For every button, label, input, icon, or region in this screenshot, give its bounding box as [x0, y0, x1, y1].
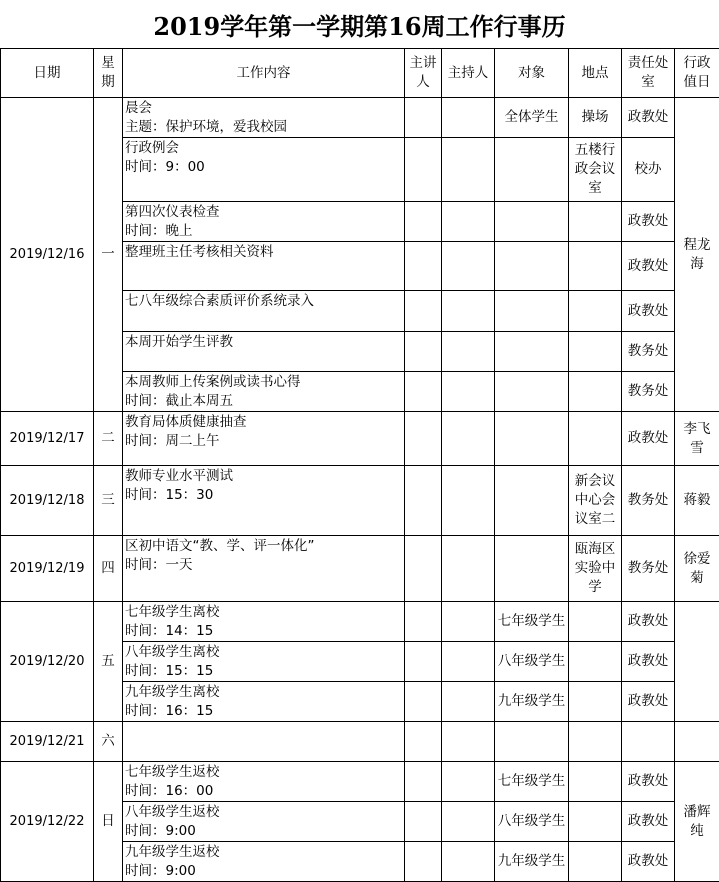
- speaker-cell: [405, 722, 442, 762]
- task-title: 教育局体质健康抽查: [125, 413, 402, 432]
- host-cell: [442, 842, 495, 882]
- task-detail: 时间：16：15: [125, 702, 402, 721]
- speaker-cell: [405, 602, 442, 642]
- table-row: [1, 412, 719, 466]
- date-cell: 2019/12/20: [1, 602, 94, 722]
- header-location: 地点: [569, 49, 622, 98]
- weekday-cell: 一: [94, 98, 123, 412]
- speaker-cell: [405, 372, 442, 412]
- host-cell: [442, 138, 495, 202]
- task-title: 九年级学生离校: [125, 683, 402, 702]
- date-cell: 2019/12/22: [1, 762, 94, 882]
- office-cell: [622, 722, 675, 762]
- office-cell: 政教处: [622, 412, 675, 466]
- header-weekday: 星期: [94, 49, 123, 98]
- speaker-cell: [405, 682, 442, 722]
- host-cell: [442, 372, 495, 412]
- host-cell: [442, 642, 495, 682]
- speaker-cell: [405, 466, 442, 536]
- content-cell: [123, 602, 405, 642]
- location-cell: 瓯海区实验中学: [569, 536, 622, 602]
- speaker-cell: [405, 202, 442, 242]
- location-cell: 新会议中心会议室二: [569, 466, 622, 536]
- header-target: 对象: [495, 49, 569, 98]
- duty-cell: [675, 602, 719, 722]
- weekday-cell: 四: [94, 536, 123, 602]
- office-cell: 政教处: [622, 682, 675, 722]
- location-cell: [569, 762, 622, 802]
- host-cell: [442, 412, 495, 466]
- header-content: 工作内容: [123, 49, 405, 98]
- content-cell: [123, 722, 405, 762]
- location-cell: [569, 291, 622, 332]
- host-cell: [442, 802, 495, 842]
- header-date: 日期: [1, 49, 94, 98]
- schedule-body: [1, 98, 719, 882]
- task-title: 第四次仪表检查: [125, 203, 402, 222]
- location-cell: [569, 202, 622, 242]
- page-title: 2019学年第一学期第16周工作行事历: [0, 0, 719, 48]
- speaker-cell: [405, 242, 442, 291]
- office-cell: 教务处: [622, 372, 675, 412]
- task-detail: 时间：14：15: [125, 622, 402, 641]
- location-cell: [569, 372, 622, 412]
- task-title: 八年级学生离校: [125, 643, 402, 662]
- target-cell: [495, 291, 569, 332]
- office-cell: 政教处: [622, 762, 675, 802]
- target-cell: 全体学生: [495, 98, 569, 138]
- host-cell: [442, 762, 495, 802]
- speaker-cell: [405, 138, 442, 202]
- location-cell: [569, 642, 622, 682]
- header-office: 责任处室: [622, 49, 675, 98]
- speaker-cell: [405, 332, 442, 372]
- speaker-cell: [405, 412, 442, 466]
- task-detail: 时间：15：15: [125, 662, 402, 681]
- content-cell: [123, 762, 405, 802]
- table-row: [1, 762, 719, 802]
- location-cell: 操场: [569, 98, 622, 138]
- task-title: 本周开始学生评教: [125, 333, 402, 352]
- duty-cell: 程龙海: [675, 98, 719, 412]
- content-cell: [123, 682, 405, 722]
- weekday-cell: 日: [94, 762, 123, 882]
- task-title: 晨会: [125, 99, 402, 118]
- task-title: 七八年级综合素质评价系统录入: [125, 292, 402, 311]
- host-cell: [442, 242, 495, 291]
- table-row: [1, 98, 719, 138]
- task-detail: 时间：晚上: [125, 222, 402, 241]
- task-detail: 时间：9:00: [125, 822, 402, 841]
- speaker-cell: [405, 802, 442, 842]
- target-cell: [495, 372, 569, 412]
- location-cell: 五楼行政会议室: [569, 138, 622, 202]
- duty-cell: 蒋毅: [675, 466, 719, 536]
- task-detail: 主题：保护环境，爱我校园: [125, 118, 402, 137]
- duty-cell: 潘辉纯: [675, 762, 719, 882]
- speaker-cell: [405, 291, 442, 332]
- target-cell: 七年级学生: [495, 762, 569, 802]
- task-title: 九年级学生返校: [125, 843, 402, 862]
- task-detail: 时间：16：00: [125, 782, 402, 801]
- header-speaker: 主讲人: [405, 49, 442, 98]
- office-cell: 政教处: [622, 242, 675, 291]
- target-cell: [495, 722, 569, 762]
- location-cell: [569, 722, 622, 762]
- task-detail: 时间：一天: [125, 556, 402, 575]
- speaker-cell: [405, 842, 442, 882]
- speaker-cell: [405, 536, 442, 602]
- office-cell: 政教处: [622, 202, 675, 242]
- target-cell: [495, 332, 569, 372]
- header-duty: 行政值日: [675, 49, 719, 98]
- schedule-table: [0, 48, 719, 882]
- office-cell: 校办: [622, 138, 675, 202]
- duty-cell: [675, 722, 719, 762]
- task-title: 八年级学生返校: [125, 803, 402, 822]
- target-cell: 九年级学生: [495, 682, 569, 722]
- table-row: [1, 536, 719, 602]
- target-cell: [495, 242, 569, 291]
- date-cell: 2019/12/19: [1, 536, 94, 602]
- content-cell: [123, 536, 405, 602]
- location-cell: [569, 412, 622, 466]
- weekday-cell: 三: [94, 466, 123, 536]
- content-cell: [123, 802, 405, 842]
- task-detail: 时间：15：30: [125, 486, 402, 505]
- office-cell: 教务处: [622, 332, 675, 372]
- content-cell: [123, 291, 405, 332]
- content-cell: [123, 332, 405, 372]
- host-cell: [442, 536, 495, 602]
- header-host: 主持人: [442, 49, 495, 98]
- office-cell: 政教处: [622, 98, 675, 138]
- task-detail: 时间：9：00: [125, 158, 402, 177]
- table-row: [1, 466, 719, 536]
- table-row: [1, 602, 719, 642]
- content-cell: [123, 202, 405, 242]
- office-cell: 政教处: [622, 291, 675, 332]
- task-detail: 时间：周二上午: [125, 432, 402, 451]
- weekday-cell: 五: [94, 602, 123, 722]
- task-title: 本周教师上传案例或读书心得: [125, 373, 402, 392]
- table-row: [1, 722, 719, 762]
- content-cell: [123, 98, 405, 138]
- target-cell: 九年级学生: [495, 842, 569, 882]
- date-cell: 2019/12/18: [1, 466, 94, 536]
- content-cell: [123, 466, 405, 536]
- task-title: 整理班主任考核相关资料: [125, 243, 402, 262]
- location-cell: [569, 802, 622, 842]
- location-cell: [569, 842, 622, 882]
- target-cell: 八年级学生: [495, 642, 569, 682]
- host-cell: [442, 466, 495, 536]
- date-cell: 2019/12/16: [1, 98, 94, 412]
- target-cell: [495, 412, 569, 466]
- task-detail: 时间：9:00: [125, 862, 402, 881]
- speaker-cell: [405, 762, 442, 802]
- target-cell: [495, 536, 569, 602]
- target-cell: [495, 202, 569, 242]
- content-cell: [123, 138, 405, 202]
- weekday-cell: 六: [94, 722, 123, 762]
- task-title: 行政例会: [125, 139, 402, 158]
- target-cell: 七年级学生: [495, 602, 569, 642]
- date-cell: 2019/12/21: [1, 722, 94, 762]
- duty-cell: 徐爱菊: [675, 536, 719, 602]
- host-cell: [442, 602, 495, 642]
- target-cell: [495, 138, 569, 202]
- target-cell: 八年级学生: [495, 802, 569, 842]
- office-cell: 教务处: [622, 536, 675, 602]
- host-cell: [442, 682, 495, 722]
- host-cell: [442, 291, 495, 332]
- task-detail: 时间：截止本周五: [125, 392, 402, 411]
- task-title: 七年级学生离校: [125, 603, 402, 622]
- speaker-cell: [405, 642, 442, 682]
- location-cell: [569, 682, 622, 722]
- content-cell: [123, 372, 405, 412]
- task-title: 七年级学生返校: [125, 763, 402, 782]
- host-cell: [442, 98, 495, 138]
- task-title: 教师专业水平测试: [125, 467, 402, 486]
- target-cell: [495, 466, 569, 536]
- task-title: 区初中语文“教、学、评一体化”: [125, 537, 402, 556]
- host-cell: [442, 332, 495, 372]
- office-cell: 政教处: [622, 802, 675, 842]
- speaker-cell: [405, 98, 442, 138]
- date-cell: 2019/12/17: [1, 412, 94, 466]
- office-cell: 政教处: [622, 842, 675, 882]
- content-cell: [123, 642, 405, 682]
- location-cell: [569, 242, 622, 291]
- content-cell: [123, 412, 405, 466]
- office-cell: 政教处: [622, 602, 675, 642]
- location-cell: [569, 332, 622, 372]
- weekday-cell: 二: [94, 412, 123, 466]
- header-row: [1, 49, 719, 98]
- host-cell: [442, 722, 495, 762]
- office-cell: 教务处: [622, 466, 675, 536]
- content-cell: [123, 242, 405, 291]
- location-cell: [569, 602, 622, 642]
- duty-cell: 李飞雪: [675, 412, 719, 466]
- content-cell: [123, 842, 405, 882]
- host-cell: [442, 202, 495, 242]
- office-cell: 政教处: [622, 642, 675, 682]
